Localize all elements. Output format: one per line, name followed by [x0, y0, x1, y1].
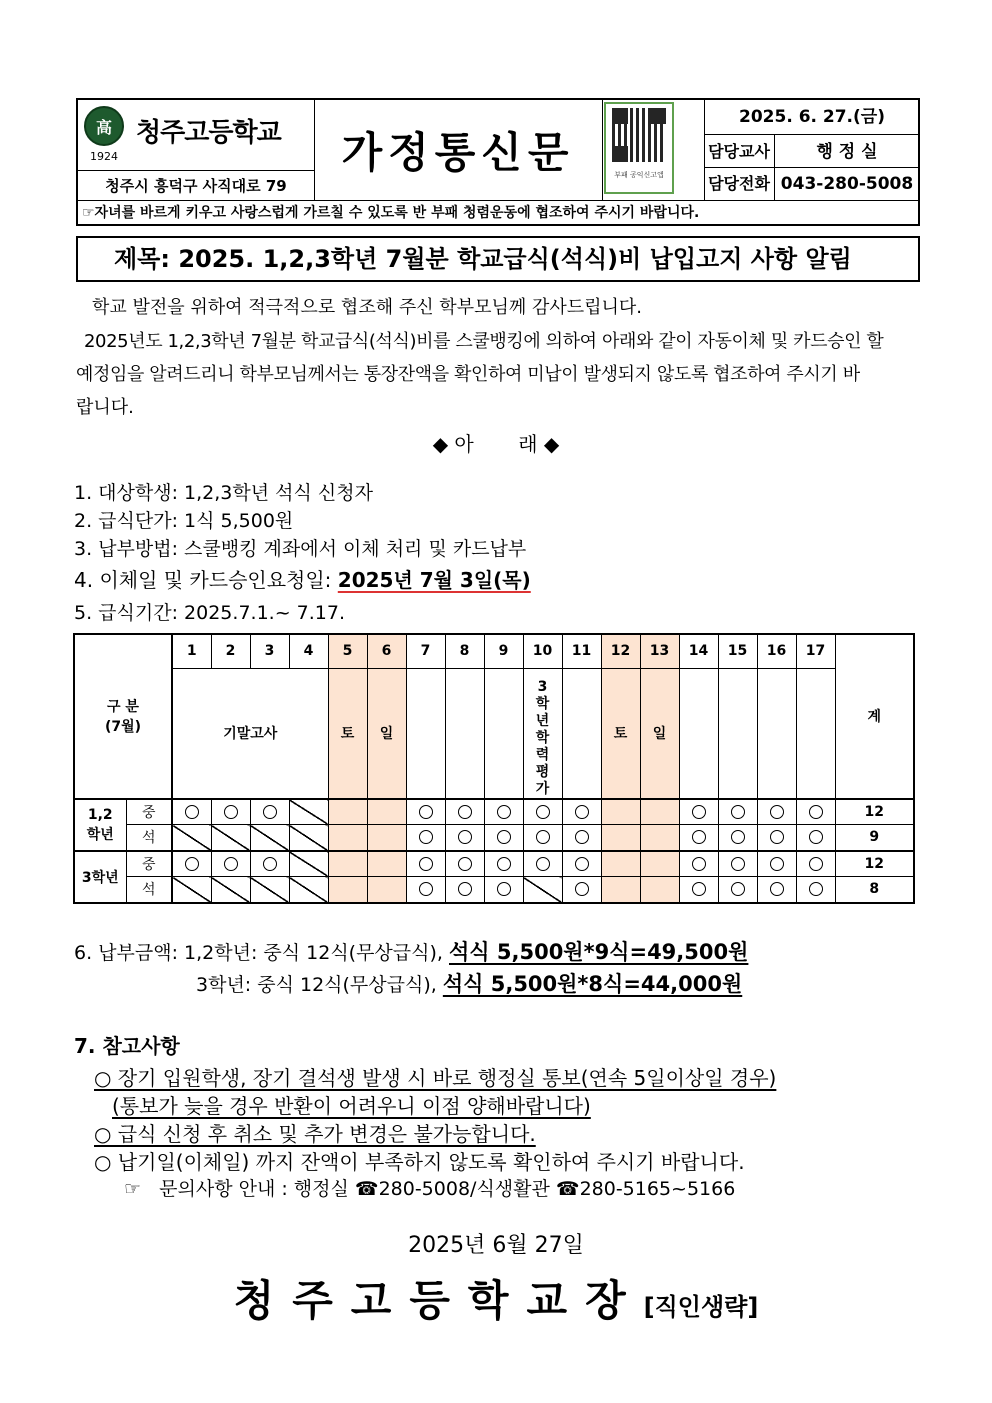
intro-line-1: 학교 발전을 위하여 적극적으로 협조해 주신 학부모님께 감사드립니다. — [92, 297, 643, 318]
anti-corruption-slogan: ☞자녀를 바르게 키우고 사랑스럽게 가르칠 수 있도록 반 부패 청렴운동에 협조하여 주시기 바랍니다. — [82, 205, 700, 221]
principal-signature — [0, 1268, 992, 1328]
circle-icon — [224, 805, 238, 819]
item-value: 1식 5,500원 — [184, 510, 294, 532]
divider — [704, 134, 920, 135]
qr-code-icon — [612, 108, 666, 162]
circle-icon — [770, 857, 784, 871]
circle-icon — [536, 857, 550, 871]
weekend-cell — [640, 877, 679, 903]
meal-served-cell — [796, 877, 835, 903]
payment-label: 3학년: 중식 12식(무상급식), — [196, 974, 437, 996]
total-header: 계 — [835, 634, 914, 799]
no-meal-cell — [289, 825, 328, 851]
meal-served-cell — [757, 799, 796, 825]
weekend-cell — [367, 851, 406, 877]
weekend-cell — [328, 799, 367, 825]
intro-line-4: 랍니다. — [76, 397, 134, 418]
item-target-students — [74, 478, 373, 505]
day-header: 2 — [211, 634, 250, 668]
circle-icon — [536, 830, 550, 844]
qr-caption: 부패 공익신고앱 — [614, 171, 664, 179]
circle-icon — [731, 857, 745, 871]
meal-served-cell — [523, 799, 562, 825]
no-meal-cell — [523, 877, 562, 903]
meal-served-cell — [484, 877, 523, 903]
circle-icon — [575, 882, 589, 896]
seal-note: [직인생략] — [643, 1293, 759, 1321]
circle-icon — [731, 882, 745, 896]
divider — [78, 170, 314, 171]
no-meal-cell — [289, 877, 328, 903]
corner-label: 구 분 — [107, 699, 139, 716]
qr-code[interactable] — [604, 102, 674, 194]
school-name: 청주고등학교 — [136, 118, 281, 148]
meal-calendar-table — [73, 633, 915, 904]
circle-icon — [458, 805, 472, 819]
day-header: 9 — [484, 634, 523, 668]
sunday-cell: 일 — [640, 668, 679, 799]
meal-served-cell — [211, 851, 250, 877]
phone-label: 담당전화 — [708, 174, 770, 193]
divider — [78, 200, 918, 201]
item-transfer-date — [74, 564, 531, 593]
meal-served-cell — [718, 825, 757, 851]
circle-icon — [809, 882, 823, 896]
item-label: 2. 급식단가: — [74, 510, 178, 532]
meal-served-cell — [679, 851, 718, 877]
weekend-cell — [328, 851, 367, 877]
row-total: 12 — [835, 799, 914, 825]
circle-icon — [575, 830, 589, 844]
table-corner — [74, 634, 172, 799]
no-meal-cell — [172, 825, 211, 851]
day-header: 1 — [172, 634, 211, 668]
day-header: 14 — [679, 634, 718, 668]
meal-served-cell — [523, 825, 562, 851]
day-header: 16 — [757, 634, 796, 668]
day-header: 8 — [445, 634, 484, 668]
circle-icon — [692, 830, 706, 844]
no-meal-cell — [289, 799, 328, 825]
circle-icon — [263, 857, 277, 871]
empty-cell — [796, 668, 835, 799]
note-2 — [94, 1118, 536, 1147]
note-1: ○ 장기 입원학생, 장기 결석생 발생 시 바로 행정실 통보(연속 5일이상일 경우) — [94, 1066, 777, 1090]
weekend-cell — [367, 825, 406, 851]
item-label: 5. 급식기간: — [74, 602, 178, 624]
payment-line-1 — [74, 936, 748, 966]
divider — [704, 167, 920, 168]
day-header: 17 — [796, 634, 835, 668]
circle-icon — [224, 857, 238, 871]
meal-served-cell — [406, 825, 445, 851]
day-header: 13 — [640, 634, 679, 668]
day-header: 12 — [601, 634, 640, 668]
circle-icon — [809, 830, 823, 844]
divider — [602, 100, 603, 200]
meal-served-cell — [679, 825, 718, 851]
circle-icon — [185, 857, 199, 871]
circle-icon — [770, 830, 784, 844]
circle-icon — [497, 882, 511, 896]
day-header: 6 — [367, 634, 406, 668]
meal-served-cell — [484, 799, 523, 825]
saturday-cell: 토 — [328, 668, 367, 799]
no-meal-cell — [250, 877, 289, 903]
meal-served-cell — [562, 877, 601, 903]
meal-type: 석 — [126, 825, 172, 851]
no-meal-cell — [172, 877, 211, 903]
footer-date: 2025년 6월 27일 — [408, 1233, 584, 1258]
logo-year: 1924 — [90, 150, 118, 163]
item-meal-period — [74, 598, 345, 625]
meal-served-cell — [445, 851, 484, 877]
eval-label: 3학년학력평가 — [535, 678, 550, 797]
circle-icon — [575, 857, 589, 871]
weekend-cell — [601, 799, 640, 825]
no-meal-cell — [211, 825, 250, 851]
meal-served-cell — [562, 851, 601, 877]
circle-icon — [770, 805, 784, 819]
intro-line-3: 예정임을 알려드리니 학부모님께서는 통장잔액을 확인하여 미납이 발생되지 않도록 협조하여 주시기 바 — [76, 364, 860, 385]
row-total: 9 — [835, 825, 914, 851]
circle-icon — [497, 857, 511, 871]
weekend-cell — [640, 799, 679, 825]
exam-cell: 기말고사 — [172, 668, 328, 799]
empty-cell — [406, 668, 445, 799]
teacher-value: 행 정 실 — [816, 142, 878, 162]
contact-info: ☞ 문의사항 안내 : 행정실 ☎280-5008/식생활관 ☎280-5165~5166 — [124, 1178, 736, 1200]
meal-served-cell — [796, 825, 835, 851]
circle-icon — [692, 857, 706, 871]
meal-served-cell — [523, 851, 562, 877]
day-header: 3 — [250, 634, 289, 668]
circle-icon — [419, 882, 433, 896]
day-header: 11 — [562, 634, 601, 668]
item-label: 3. 납부방법: — [74, 538, 178, 560]
weekend-cell — [640, 825, 679, 851]
saturday-cell: 토 — [601, 668, 640, 799]
circle-icon — [575, 805, 589, 819]
empty-cell — [562, 668, 601, 799]
meal-type: 중 — [126, 851, 172, 877]
meal-served-cell — [679, 799, 718, 825]
circle-icon — [458, 857, 472, 871]
header-box — [76, 98, 920, 226]
grade-group: 3학년 — [74, 851, 126, 903]
grade-group: 1,2학년 — [74, 799, 126, 851]
meal-served-cell — [679, 877, 718, 903]
note-1b: (통보가 늦을 경우 반환이 어려우니 이점 양해바랍니다) — [112, 1094, 591, 1118]
meal-served-cell — [757, 825, 796, 851]
circle-icon — [419, 830, 433, 844]
meal-served-cell — [484, 825, 523, 851]
day-header: 7 — [406, 634, 445, 668]
sunday-cell: 일 — [367, 668, 406, 799]
no-meal-cell — [250, 825, 289, 851]
meal-served-cell — [484, 851, 523, 877]
payment-label: 6. 납부금액: 1,2학년: 중식 12식(무상급식), — [74, 942, 443, 964]
item-value: 2025년 7월 3일(목) — [337, 568, 531, 592]
school-address: 청주시 흥덕구 사직대로 79 — [105, 177, 287, 195]
weekend-cell — [601, 877, 640, 903]
meal-type: 석 — [126, 877, 172, 903]
meal-served-cell — [211, 799, 250, 825]
no-meal-cell — [211, 877, 250, 903]
meal-served-cell — [406, 799, 445, 825]
meal-served-cell — [796, 799, 835, 825]
circle-icon — [692, 882, 706, 896]
circle-icon — [731, 830, 745, 844]
meal-served-cell — [172, 851, 211, 877]
divider — [314, 100, 315, 200]
item-value: 2025.7.1.~ 7.17. — [184, 602, 345, 624]
item-payment-method — [74, 534, 526, 561]
meal-served-cell — [406, 877, 445, 903]
meal-served-cell — [562, 825, 601, 851]
payment-value: 석식 5,500원*8식=44,000원 — [442, 972, 743, 996]
payment-line-2 — [196, 968, 742, 998]
empty-cell — [757, 668, 796, 799]
row-total: 12 — [835, 851, 914, 877]
meal-served-cell — [718, 877, 757, 903]
circle-icon — [458, 882, 472, 896]
item-value: 1,2,3학년 석식 신청자 — [184, 482, 373, 504]
weekend-cell — [601, 851, 640, 877]
school-logo: 高 — [84, 106, 124, 146]
circle-icon — [731, 805, 745, 819]
circle-icon — [770, 882, 784, 896]
weekend-cell — [601, 825, 640, 851]
meal-served-cell — [172, 799, 211, 825]
circle-icon — [497, 830, 511, 844]
circle-icon — [809, 805, 823, 819]
note-2-text: ○ 급식 신청 후 취소 및 추가 변경은 불가능합니다. — [94, 1122, 536, 1146]
meal-served-cell — [757, 851, 796, 877]
day-header: 10 — [523, 634, 562, 668]
circle-icon — [497, 805, 511, 819]
item-value: 스쿨뱅킹 계좌에서 이체 처리 및 카드납부 — [184, 538, 527, 560]
notes-heading: 7. 참고사항 — [74, 1034, 180, 1058]
empty-cell — [445, 668, 484, 799]
empty-cell — [484, 668, 523, 799]
document-title: 가정통신문 — [341, 128, 575, 177]
circle-icon — [419, 857, 433, 871]
row-total: 8 — [835, 877, 914, 903]
corner-sub: (7월) — [104, 719, 142, 736]
meal-type: 중 — [126, 799, 172, 825]
teacher-label: 담당교사 — [708, 142, 770, 161]
circle-icon — [809, 857, 823, 871]
circle-icon — [263, 805, 277, 819]
weekend-cell — [367, 799, 406, 825]
phone-value: 043-280-5008 — [780, 174, 914, 194]
meal-served-cell — [406, 851, 445, 877]
day-header: 15 — [718, 634, 757, 668]
meal-served-cell — [718, 799, 757, 825]
divider — [774, 134, 775, 200]
weekend-cell — [328, 825, 367, 851]
divider — [704, 100, 705, 200]
note-3: ○ 납기일(이체일) 까지 잔액이 부족하지 않도록 확인하여 주시기 바랍니다. — [94, 1150, 745, 1174]
intro-line-2: 2025년도 1,2,3학년 7월분 학교급식(석식)비를 스쿨뱅킹에 의하여 아래와 같이 자동이체 및 카드승인 할 — [84, 331, 884, 352]
circle-icon — [419, 805, 433, 819]
item-label: 4. 이체일 및 카드승인요청일: — [74, 568, 332, 592]
meal-served-cell — [250, 851, 289, 877]
weekend-cell — [640, 851, 679, 877]
circle-icon — [185, 805, 199, 819]
weekend-cell — [328, 877, 367, 903]
day-header: 5 — [328, 634, 367, 668]
principal-name: 청주고등학교장 — [233, 1276, 644, 1325]
circle-icon — [536, 805, 550, 819]
circle-icon — [692, 805, 706, 819]
no-meal-cell — [289, 851, 328, 877]
day-header: 4 — [289, 634, 328, 668]
meal-served-cell — [718, 851, 757, 877]
weekend-cell — [367, 877, 406, 903]
item-meal-price — [74, 506, 293, 533]
eval-cell — [523, 668, 562, 799]
meal-served-cell — [562, 799, 601, 825]
payment-value: 석식 5,500원*9식=49,500원 — [449, 940, 749, 964]
notice-heading: ◆ 아 래 ◆ — [432, 432, 560, 456]
circle-icon — [458, 830, 472, 844]
meal-served-cell — [445, 877, 484, 903]
issue-date: 2025. 6. 27.(금) — [739, 107, 885, 127]
empty-cell — [679, 668, 718, 799]
meal-served-cell — [757, 877, 796, 903]
subject-title: 제목: 2025. 1,2,3학년 7월분 학교급식(석식)비 납입고지 사항 알림 — [76, 236, 920, 282]
item-label: 1. 대상학생: — [74, 482, 178, 504]
meal-served-cell — [445, 825, 484, 851]
meal-served-cell — [796, 851, 835, 877]
empty-cell — [718, 668, 757, 799]
meal-served-cell — [445, 799, 484, 825]
meal-served-cell — [250, 799, 289, 825]
